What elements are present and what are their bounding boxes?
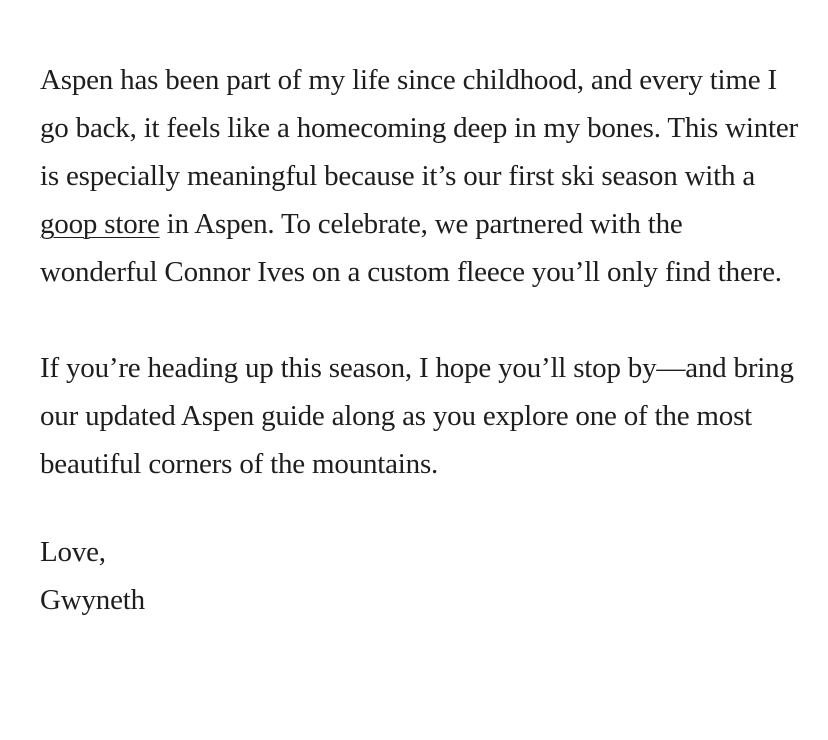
paragraph-intro: [40, 56, 800, 296]
paragraph-spacer: [40, 296, 800, 344]
paragraph-invitation: If you’re heading up this season, I hope you’ll stop by—and bring our updated Aspen guide along as you explore one of the most beautiful corners of the mountains.: [40, 352, 794, 480]
paragraph-intro-text-end: in Aspen. To celebrate, we partnered with the wonderful Connor Ives on a custom fleece you’ll only find there.: [40, 208, 782, 288]
paragraph-spacer: [40, 488, 800, 528]
paragraph-intro-text-start: Aspen has been part of my life since childhood, and every time I go back, it feels like a homecoming deep in my bones. This winter is especially meaningful because it’s our first ski season with a: [40, 64, 799, 192]
letter-body: [40, 56, 800, 624]
signature: Gwyneth: [40, 584, 145, 616]
signoff: Love,: [40, 536, 106, 568]
goop-store-link[interactable]: goop store: [40, 208, 160, 240]
